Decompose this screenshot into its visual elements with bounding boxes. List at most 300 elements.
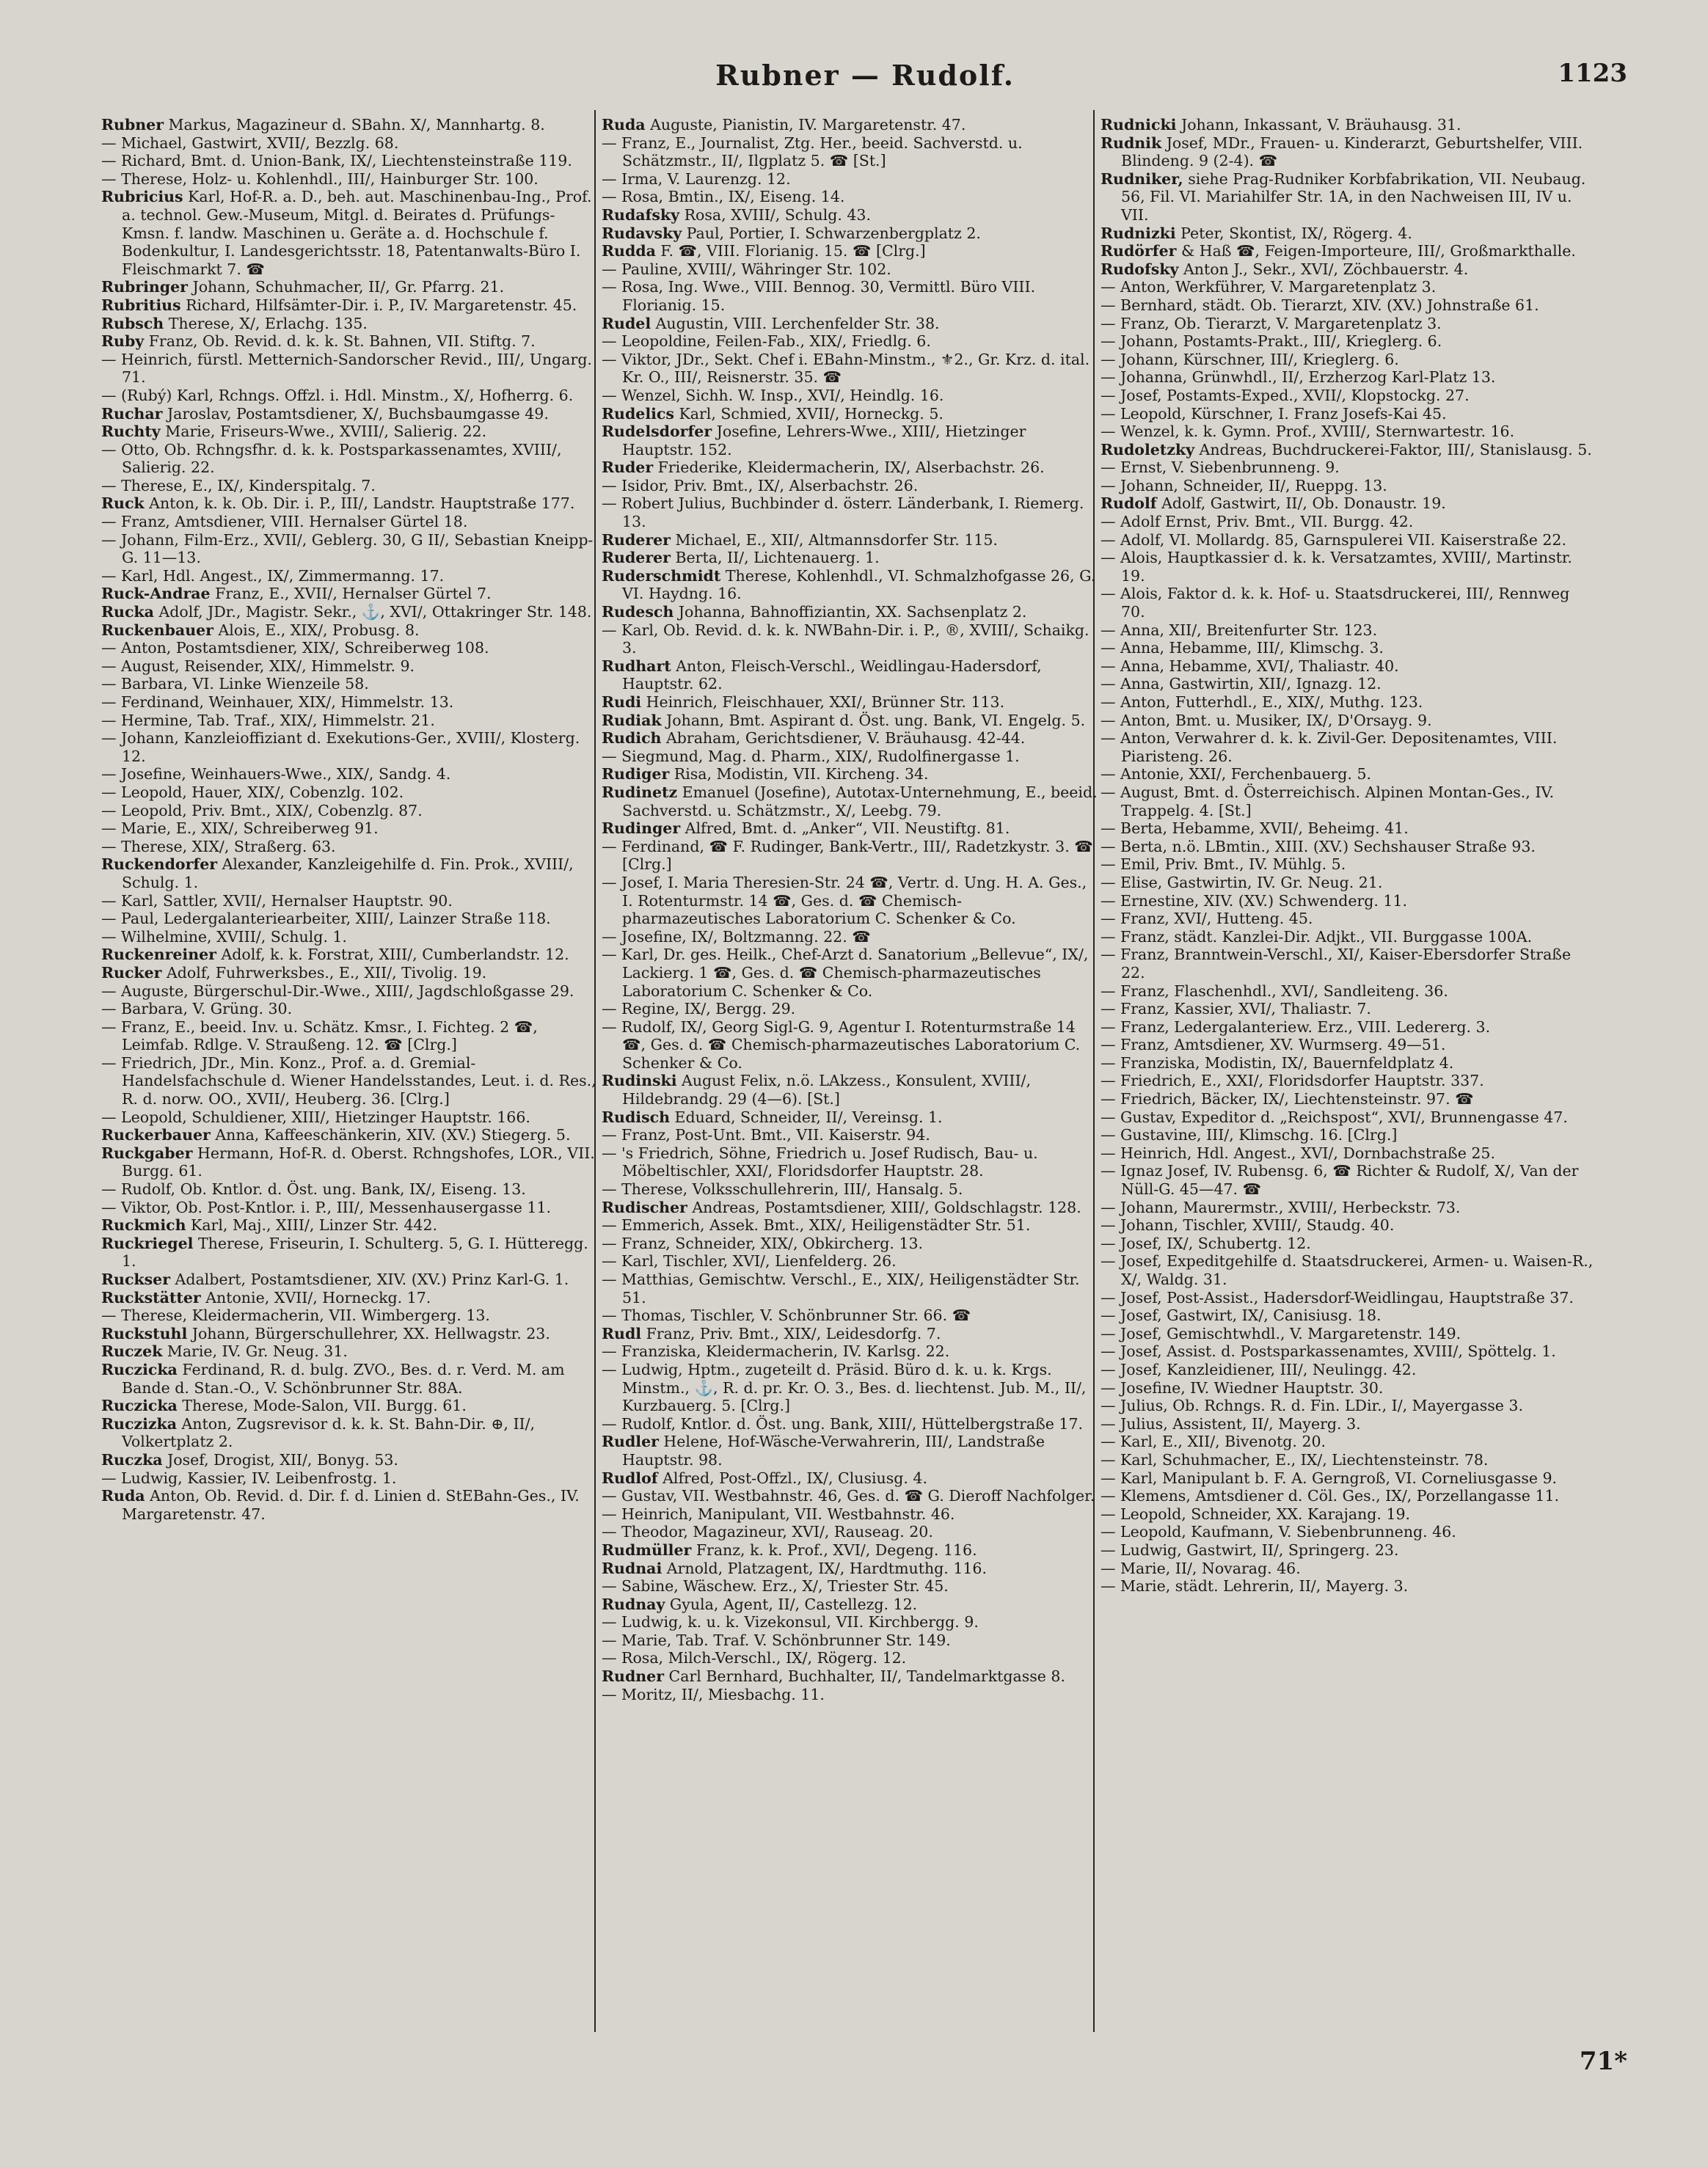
directory-entry	[101, 315, 597, 333]
directory-entry	[1101, 712, 1596, 730]
directory-entry	[1101, 910, 1596, 928]
entry-details: — Ernst, V. Siebenbrunneng. 9.	[1101, 458, 1340, 477]
entry-details: — Rosa, Ing. Wwe., VIII. Bennog. 30, Vermittl. Büro VIII. Florianig. 15.	[602, 278, 1036, 314]
directory-entry	[602, 1180, 1098, 1199]
directory-entry	[602, 783, 1098, 819]
entry-surname: Ruderschmidt	[602, 566, 721, 585]
entry-details: Andreas, Postamtsdiener, XIII/, Goldschlagstr. 128.	[687, 1198, 1081, 1216]
entry-details: Paul, Portier, I. Schwarzenbergplatz 2.	[682, 224, 981, 242]
entry-surname: Ruckstätter	[101, 1288, 201, 1307]
entry-details: Franz, E., XVII/, Hernalser Gürtel 7.	[210, 585, 492, 603]
directory-entry	[101, 1451, 597, 1469]
entry-details: Anton, k. k. Ob. Dir. i. P., III/, Landstr. Hauptstraße 177.	[144, 494, 575, 513]
directory-entry	[1101, 423, 1596, 441]
entry-details: — August, Reisender, XIX/, Himmelstr. 9.	[101, 657, 415, 675]
entry-details: — Josef, Postamts-Exped., XVII/, Klopstockg. 27.	[1101, 386, 1470, 404]
directory-entry	[602, 1505, 1098, 1524]
entry-details: — Therese, E., IX/, Kinderspitalg. 7.	[101, 476, 376, 494]
directory-entry	[602, 170, 1098, 189]
entry-details: — Gustav, Expeditor d. „Reichspost“, XVI/, Brunnengasse 47.	[1101, 1108, 1568, 1126]
entry-details: — Marie, E., XIX/, Schreiberweg 91.	[101, 819, 379, 838]
entry-surname: Ruckriegel	[101, 1234, 194, 1252]
directory-entry	[101, 693, 597, 712]
entry-details: Anton, Ob. Revid. d. Dir. f. d. Linien d. StEBahn-Ges., IV. Margaretenstr. 47.	[122, 1487, 580, 1523]
directory-entry	[1101, 1560, 1596, 1578]
directory-entry	[1101, 1216, 1596, 1235]
entry-surname: Rudniker,	[1101, 169, 1183, 188]
entry-details: Ferdinand, R. d. bulg. ZVO., Bes. d. r. Verd. M. am Bande d. Stan.-O., V. Schönbrunner Str. 88A.	[122, 1360, 565, 1397]
directory-entry	[101, 1397, 597, 1415]
directory-entry	[101, 675, 597, 693]
entry-details: — Franz, E., Journalist, Ztg. Her., beeid. Sachverstd. u. Schätzmstr., II/, Ilgplatz 5. ☎ [St.]	[602, 134, 1023, 170]
directory-entry	[1101, 675, 1596, 693]
entry-surname: Rudler	[602, 1433, 659, 1451]
entry-details: — Friedrich, JDr., Min. Konz., Prof. a. d. Gremial-Handelsfachschule d. Wiener Handelsstandes, Leut. i. d. Res., R. d. norw. OO., XVII/, Heuberg. 36. [Clrg.]	[101, 1053, 596, 1108]
entry-details: — Franziska, Kleidermacherin, IV. Karlsg. 22.	[602, 1342, 950, 1361]
directory-entry	[101, 351, 597, 387]
entry-surname: Ruckgaber	[101, 1144, 193, 1162]
entry-details: — Anna, Hebamme, XVI/, Thaliastr. 40.	[1101, 657, 1399, 675]
directory-entry	[101, 278, 597, 296]
entry-details: — Anton, Postamtsdiener, XIX/, Schreiberweg 108.	[101, 639, 489, 657]
directory-entry	[1101, 1523, 1596, 1541]
entry-surname: Rudisch	[602, 1108, 670, 1126]
entry-surname: Rubricius	[101, 188, 183, 206]
directory-entry	[101, 657, 597, 676]
directory-entry	[101, 296, 597, 315]
directory-entry	[101, 1361, 597, 1397]
entry-details: — Julius, Assistent, II/, Mayerg. 3.	[1101, 1414, 1361, 1433]
entry-details: — Emil, Priv. Bmt., IV. Mühlg. 5.	[1101, 855, 1346, 874]
column-left	[101, 116, 597, 1523]
entry-details: Markus, Magazineur d. SBahn. X/, Mannhartg. 8.	[164, 116, 545, 134]
directory-entry	[101, 423, 597, 441]
directory-entry	[602, 116, 1098, 134]
entry-details: Alois, E., XIX/, Probusg. 8.	[213, 621, 420, 639]
entry-details: — Sabine, Wäschew. Erz., X/, Triester Str. 45.	[602, 1577, 949, 1596]
directory-entry	[602, 1560, 1098, 1578]
entry-details: — Johann, Kürschner, III/, Krieglerg. 6.	[1101, 350, 1399, 368]
entry-details: — Karl, Hdl. Angest., IX/, Zimmermanng. 17.	[101, 566, 445, 585]
directory-entry	[602, 549, 1098, 567]
directory-entry	[602, 928, 1098, 946]
entry-surname: Rudelics	[602, 404, 674, 423]
directory-entry	[101, 621, 597, 640]
entry-details: — Josefine, Weinhauers-Wwe., XIX/, Sandg. 4.	[101, 765, 451, 783]
directory-entry	[101, 1216, 597, 1235]
directory-entry	[101, 982, 597, 1001]
entry-details: — Therese, XIX/, Straßerg. 63.	[101, 837, 336, 855]
directory-entry	[602, 1523, 1098, 1541]
directory-entry	[1101, 332, 1596, 351]
entry-details: — Karl, Ob. Revid. d. k. k. NWBahn-Dir. i. P., ®, XVIII/, Schaikg. 3.	[602, 621, 1090, 657]
directory-entry	[101, 729, 597, 765]
directory-entry	[101, 1199, 597, 1217]
entry-details: — Karl, E., XII/, Bivenotg. 20.	[1101, 1433, 1326, 1451]
directory-entry	[101, 405, 597, 423]
entry-details: Alfred, Bmt. d. „Anker“, VII. Neustiftg. 81.	[680, 819, 1010, 838]
entry-surname: Ruczek	[101, 1342, 163, 1361]
entry-surname: Rudmüller	[602, 1541, 692, 1559]
entry-details: — Viktor, JDr., Sekt. Chef i. EBahn-Minstm., ⚜2., Gr. Krz. d. ital. Kr. O., III/, Reisnerstr. 35. ☎	[602, 350, 1090, 387]
directory-entry	[602, 423, 1098, 458]
directory-entry	[101, 1144, 597, 1180]
directory-entry	[602, 1307, 1098, 1325]
column-right	[1101, 116, 1596, 1596]
directory-entry	[1101, 513, 1596, 531]
directory-entry	[602, 531, 1098, 549]
directory-entry	[1101, 621, 1596, 640]
directory-entry	[1101, 693, 1596, 712]
entry-details: F. ☎, VIII. Florianig. 15. ☎ [Clrg.]	[655, 242, 926, 260]
entry-details: Adalbert, Postamtsdiener, XIV. (XV.) Prinz Karl-G. 1.	[170, 1271, 569, 1288]
directory-entry	[1101, 1541, 1596, 1560]
directory-entry	[101, 1469, 597, 1488]
entry-details: — Rudolf, Kntlor. d. Öst. ung. Bank, XIII/, Hüttelbergstraße 17.	[602, 1414, 1084, 1433]
entry-details: — Heinrich, Manipulant, VII. Westbahnstr. 46.	[602, 1505, 955, 1523]
directory-entry	[1101, 783, 1596, 819]
entry-details: — Johann, Postamts-Prakt., III/, Krieglerg. 6.	[1101, 332, 1442, 351]
entry-details: siehe Prag-Rudniker Korbfabrikation, VII. Neubaug. 56, Fil. VI. Mariahilfer Str. 1A, in den Nachweisen III, IV u. VII.	[1121, 169, 1586, 224]
entry-surname: Rudoletzky	[1101, 440, 1195, 458]
directory-entry	[101, 1487, 597, 1523]
directory-entry	[602, 278, 1098, 314]
entry-details: — Adolf Ernst, Priv. Bmt., VII. Burgg. 42.	[1101, 513, 1414, 531]
directory-entry	[602, 1596, 1098, 1614]
directory-entry	[1101, 1289, 1596, 1307]
entry-details: — Theodor, Magazineur, XVI/, Rauseag. 20.	[602, 1523, 933, 1541]
entry-details: — Rudolf, IX/, Georg Sigl-G. 9, Agentur I. Rotenturmstraße 14 ☎, Ges. d. ☎ Chemisch-pharmazeutisches Laboratorium C. Schenker & Co.	[602, 1017, 1081, 1072]
directory-entry	[1101, 1036, 1596, 1054]
directory-entry	[602, 387, 1098, 405]
entry-details: Karl, Hof-R. a. D., beh. aut. Maschinenbau-Ing., Prof. a. technol. Gew.-Museum, Mitgl. d. Beirates d. Prüfungs-Kmsn. f. landw. Maschinen u. Geräte a. d. Hochschule f. Bodenkultur, I. Landesgerichtsstr. 18, Patentanwalts-Büro I. Fleischmarkt 7. ☎	[122, 188, 592, 278]
entry-surname: Rudesch	[602, 603, 674, 621]
directory-entry	[1101, 458, 1596, 477]
directory-entry	[602, 1325, 1098, 1343]
directory-entry	[602, 1361, 1098, 1415]
entry-surname: Rudel	[602, 314, 652, 332]
directory-entry	[1101, 405, 1596, 423]
entry-surname: Rubner	[101, 116, 164, 134]
entry-details: — Friedrich, E., XXI/, Floridsdorfer Hauptstr. 337.	[1101, 1072, 1484, 1090]
directory-entry	[602, 729, 1098, 748]
directory-entry	[101, 1108, 597, 1127]
entry-details: — Johann, Film-Erz., XVII/, Geblerg. 30, G II/, Sebastian Kneipp-G. 11—13.	[101, 530, 594, 567]
entry-details: — Karl, Dr. ges. Heilk., Chef-Arzt d. Sanatorium „Bellevue“, IX/, Lackierg. 1 ☎, Ges. d. ☎ Chemisch-pharmazeutisches Laboratorium C. Schenker & Co.	[602, 946, 1089, 1000]
entry-surname: Ruderer	[602, 530, 671, 549]
entry-surname: Rudnai	[602, 1559, 663, 1577]
directory-entry	[1101, 1235, 1596, 1253]
entry-surname: Ruczka	[101, 1450, 163, 1469]
entry-details: — Ludwig, Hptm., zugeteilt d. Präsid. Büro d. k. u. k. Krgs. Minstm., ⚓, R. d. pr. Kr. O. 3., Bes. d. liechtenst. Jub. M., II/, Kurzbauerg. 5. [Clrg.]	[602, 1360, 1087, 1415]
entry-details: Johann, Schuhmacher, II/, Gr. Pfarrg. 21.	[187, 278, 505, 296]
entry-details: — Anna, Hebamme, III/, Klimschg. 3.	[1101, 639, 1384, 657]
entry-details: — Therese, Kleidermacherin, VII. Wimbergerg. 13.	[101, 1307, 490, 1325]
page-header	[95, 59, 1635, 103]
entry-details: Adolf, Fuhrwerksbes., E., XII/, Tivolig. 19.	[161, 963, 487, 982]
entry-surname: Ruczizka	[101, 1414, 177, 1433]
entry-details: — Franziska, Modistin, IX/, Bauernfeldplatz 4.	[1101, 1053, 1454, 1072]
directory-entry	[602, 1216, 1098, 1235]
directory-entry	[101, 819, 597, 838]
directory-entry	[1101, 260, 1596, 279]
directory-entry	[1101, 242, 1596, 260]
directory-entry	[602, 1667, 1098, 1686]
directory-entry	[101, 1271, 597, 1289]
entry-details: — Marie, städt. Lehrerin, II/, Mayerg. 3.	[1101, 1577, 1409, 1596]
directory-entry	[1101, 1505, 1596, 1524]
directory-entry	[101, 1126, 597, 1144]
directory-entry	[1101, 819, 1596, 838]
directory-entry	[1101, 838, 1596, 856]
entry-details: — Ludwig, Gastwirt, II/, Springerg. 23.	[1101, 1541, 1399, 1559]
entry-details: — Ignaz Josef, IV. Rubensg. 6, ☎ Richter & Rudolf, X/, Van der Nüll-G. 45—47. ☎	[1101, 1162, 1579, 1199]
directory-entry	[1101, 855, 1596, 874]
entry-surname: Rubsch	[101, 314, 164, 332]
directory-entry	[1101, 351, 1596, 369]
directory-entry	[101, 855, 597, 891]
entry-details: Adolf, k. k. Forstrat, XIII/, Cumberlandstr. 12.	[216, 946, 569, 964]
entry-details: Marie, Friseurs-Wwe., XVIII/, Salierig. 22.	[160, 423, 487, 441]
entry-details: Johann, Bürgerschullehrer, XX. Hellwagstr. 23.	[187, 1324, 550, 1342]
entry-surname: Ruderer	[602, 549, 671, 567]
entry-details: Richard, Hilfsämter-Dir. i. P., IV. Margaretenstr. 45.	[180, 296, 577, 314]
entry-details: Anton J., Sekr., XVI/, Zöchbauerstr. 4.	[1178, 260, 1469, 278]
directory-entry	[1101, 531, 1596, 549]
entry-details: Arnold, Platzagent, IX/, Hardtmuthg. 116.	[662, 1559, 987, 1577]
entry-details: & Haß ☎, Feigen-Importeure, III/, Großmarkthalle.	[1176, 242, 1576, 260]
entry-details: — Josef, Expeditgehilfe d. Staatsdruckerei, Armen- u. Waisen-R., X/, Waldg. 31.	[1101, 1252, 1594, 1288]
entry-surname: Ruchty	[101, 423, 161, 441]
directory-entry	[101, 765, 597, 783]
entry-details: — Berta, Hebamme, XVII/, Beheimg. 41.	[1101, 819, 1409, 838]
entry-details: — Heinrich, Hdl. Angest., XVI/, Dornbachstraße 25.	[1101, 1144, 1495, 1162]
directory-entry	[1101, 982, 1596, 1001]
directory-entry	[101, 332, 597, 351]
directory-entry	[602, 693, 1098, 712]
entry-surname: Ruczicka	[101, 1360, 178, 1378]
entry-details: Johann, Inkassant, V. Bräuhausg. 31.	[1176, 116, 1461, 134]
entry-details: — (Rubý) Karl, Rchngs. Offzl. i. Hdl. Minstm., X/, Hofherrg. 6.	[101, 386, 574, 404]
directory-entry	[602, 657, 1098, 693]
entry-details: — Josef, Assist. d. Postsparkassenamtes, XVIII/, Spöttelg. 1.	[1101, 1342, 1556, 1361]
directory-entry	[1101, 549, 1596, 585]
directory-entry	[602, 838, 1098, 874]
entry-details: August Felix, n.ö. LAkzess., Konsulent, XVIII/, Hildebrandg. 29 (4—6). [St.]	[622, 1072, 1031, 1108]
entry-surname: Rudischer	[602, 1198, 687, 1216]
directory-entry	[1101, 1379, 1596, 1397]
directory-entry	[602, 712, 1098, 730]
directory-entry	[602, 1252, 1098, 1271]
entry-details: Peter, Skontist, IX/, Rögerg. 4.	[1175, 224, 1412, 242]
directory-entry	[1101, 1487, 1596, 1505]
entry-details: — Ludwig, k. u. k. Vizekonsul, VII. Kirchbergg. 9.	[602, 1613, 979, 1631]
directory-entry	[602, 1577, 1098, 1596]
directory-entry	[1101, 278, 1596, 296]
entry-details: — Anton, Bmt. u. Musiker, IX/, D'Orsayg. 9.	[1101, 711, 1432, 729]
directory-entry	[1101, 765, 1596, 783]
directory-entry	[101, 1307, 597, 1325]
entry-surname: Rudnizki	[1101, 224, 1176, 242]
directory-entry	[101, 783, 597, 802]
directory-entry	[602, 1000, 1098, 1018]
directory-entry	[1101, 1054, 1596, 1072]
entry-details: Gyula, Agent, II/, Castellezg. 12.	[665, 1595, 918, 1613]
directory-entry	[602, 567, 1098, 603]
entry-details: — Isidor, Priv. Bmt., IX/, Alserbachstr. 26.	[602, 476, 919, 494]
entry-surname: Rudinetz	[602, 783, 678, 801]
directory-entry	[101, 494, 597, 513]
directory-entry	[602, 603, 1098, 621]
entry-details: — Johann, Maurermstr., XVIII/, Herbeckstr. 73.	[1101, 1198, 1461, 1216]
entry-details: Josefine, Lehrers-Wwe., XIII/, Hietzinger Hauptstr. 152.	[622, 423, 1026, 458]
directory-entry	[1101, 1144, 1596, 1163]
directory-entry	[602, 819, 1098, 838]
directory-entry	[602, 1199, 1098, 1217]
entry-details: — Wenzel, k. k. Gymn. Prof., XVIII/, Sternwartestr. 16.	[1101, 423, 1515, 441]
directory-entry	[1101, 1469, 1596, 1488]
entry-details: Auguste, Pianistin, IV. Margaretenstr. 47.	[645, 116, 966, 134]
directory-entry	[1101, 1090, 1596, 1108]
entry-details: — Rosa, Bmtin., IX/, Eiseng. 14.	[602, 188, 845, 206]
entry-surname: Ruby	[101, 332, 145, 351]
directory-entry	[101, 1289, 597, 1307]
entry-details: — Rosa, Milch-Verschl., IX/, Rögerg. 12.	[602, 1649, 907, 1667]
directory-entry	[1101, 1415, 1596, 1433]
entry-details: Josef, Drogist, XII/, Bonyg. 53.	[162, 1450, 398, 1469]
entry-surname: Ruckmich	[101, 1216, 186, 1235]
entry-details: — August, Bmt. d. Österreichisch. Alpinen Montan-Ges., IV. Trappelg. 4. [St.]	[1101, 783, 1555, 819]
directory-entry	[602, 1433, 1098, 1469]
entry-surname: Rudlof	[602, 1469, 658, 1487]
entry-details: — Moritz, II/, Miesbachg. 11.	[602, 1685, 825, 1703]
entry-details: — Ferdinand, ☎ F. Rudinger, Bank-Vertr., III/, Radetzkystr. 3. ☎ [Clrg.]	[602, 837, 1093, 874]
directory-entry	[1101, 1072, 1596, 1090]
entry-surname: Ruckenreiner	[101, 946, 216, 964]
entry-details: Anton, Fleisch-Verschl., Weidlingau-Hadersdorf, Hauptstr. 62.	[622, 657, 1042, 693]
entry-details: — Emmerich, Assek. Bmt., XIX/, Heiligenstädter Str. 51.	[602, 1216, 1031, 1235]
directory-entry	[602, 1469, 1098, 1488]
entry-surname: Rudnay	[602, 1595, 665, 1613]
directory-entry	[602, 946, 1098, 1000]
directory-entry	[1101, 657, 1596, 676]
entry-surname: Ruck-Andrae	[101, 585, 211, 603]
entry-details: — Marie, II/, Novarag. 46.	[1101, 1559, 1301, 1577]
entry-surname: Rudner	[602, 1667, 665, 1686]
directory-entry	[1101, 639, 1596, 657]
directory-entry	[1101, 946, 1596, 982]
directory-entry	[101, 116, 597, 134]
sheet-signature: 71*	[1579, 2047, 1627, 2076]
directory-entry	[101, 1018, 597, 1054]
directory-entry	[101, 513, 597, 531]
entry-details: — Elise, Gastwirtin, IV. Gr. Neug. 21.	[1101, 873, 1383, 891]
entry-details: — Franz, Post-Unt. Bmt., VII. Kaiserstr. 94.	[602, 1126, 930, 1144]
directory-entry	[1101, 892, 1596, 910]
entry-surname: Ruchar	[101, 404, 163, 423]
directory-entry	[1101, 387, 1596, 405]
directory-entry	[602, 621, 1098, 657]
entry-details: — Karl, Sattler, XVII/, Hernalser Hauptstr. 90.	[101, 891, 453, 910]
entry-details: — Johanna, Grünwhdl., II/, Erzherzog Karl-Platz 13.	[1101, 368, 1496, 387]
entry-surname: Rudda	[602, 242, 656, 260]
directory-entry	[101, 531, 597, 567]
directory-entry	[602, 206, 1098, 224]
directory-entry	[101, 1235, 597, 1271]
directory-entry	[602, 1271, 1098, 1307]
entry-details: — Marie, Tab. Traf. V. Schönbrunner Str. 149.	[602, 1631, 951, 1649]
entry-details: — Leopoldine, Feilen-Fab., XIX/, Friedlg. 6.	[602, 332, 931, 351]
directory-entry	[602, 1541, 1098, 1560]
entry-details: — Franz, Ledergalanteriew. Erz., VIII. Ledererg. 3.	[1101, 1017, 1491, 1036]
entry-surname: Rudinski	[602, 1072, 677, 1090]
directory-entry	[602, 1487, 1098, 1505]
directory-entry	[101, 928, 597, 946]
entry-surname: Rudelsdorfer	[602, 423, 712, 441]
entry-details: Jaroslav, Postamtsdiener, X/, Buchsbaumgasse 49.	[162, 404, 549, 423]
directory-entry	[101, 712, 597, 730]
entry-details: — Karl, Schuhmacher, E., IX/, Liechtensteinstr. 78.	[1101, 1450, 1489, 1469]
directory-entry	[602, 188, 1098, 206]
entry-details: Franz, k. k. Prof., XVI/, Degeng. 116.	[691, 1541, 977, 1559]
entry-details: Therese, Kohlenhdl., VI. Schmalzhofgasse 26, G. VI. Haydng. 16.	[622, 566, 1096, 603]
entry-details: — Franz, Amtsdiener, VIII. Hernalser Gürtel 18.	[101, 513, 468, 531]
entry-details: Emanuel (Josefine), Autotax-Unternehmung, E., beeid. Sachverstd. u. Schätzmstr., X/, Leebg. 79.	[622, 783, 1098, 819]
directory-entry	[602, 315, 1098, 333]
entry-details: Johanna, Bahnoffiziantin, XX. Sachsenplatz 2.	[674, 603, 1027, 621]
entry-details: — Wenzel, Sichh. W. Insp., XVI/, Heindlg. 16.	[602, 386, 944, 404]
entry-details: Josef, MDr., Frauen- u. Kinderarzt, Geburtshelfer, VIII. Blindeng. 9 (2-4). ☎	[1121, 134, 1583, 170]
entry-surname: Ruckerbauer	[101, 1126, 211, 1144]
directory-entry	[602, 405, 1098, 423]
entry-details: — Josefine, IV. Wiedner Hauptstr. 30.	[1101, 1378, 1384, 1397]
entry-surname: Rubringer	[101, 278, 188, 296]
entry-details: — Anton, Werkführer, V. Margaretenplatz 3.	[1101, 278, 1437, 296]
entry-surname: Rudavsky	[602, 224, 682, 242]
entry-details: Karl, Maj., XIII/, Linzer Str. 442.	[186, 1216, 438, 1235]
entry-details: — Josef, I. Maria Theresien-Str. 24 ☎, Vertr. d. Ung. H. A. Ges., I. Rotenturmstr. 14 ☎, Ges. d. ☎ Chemisch-pharmazeutisches Laboratorium C. Schenker & Co.	[602, 873, 1087, 928]
entry-details: Anton, Zugsrevisor d. k. k. St. Bahn-Dir. ⊕, II/, Volkertplatz 2.	[122, 1414, 536, 1451]
directory-entry	[1101, 1325, 1596, 1343]
entry-surname: Ruda	[101, 1487, 145, 1505]
directory-entry	[602, 351, 1098, 387]
directory-entry	[602, 494, 1098, 530]
entry-details: Therese, Friseurin, I. Schulterg. 5, G. I. Hütteregg. 1.	[122, 1234, 588, 1271]
directory-entry	[1101, 1397, 1596, 1415]
directory-entry	[101, 603, 597, 621]
directory-entry	[602, 1342, 1098, 1361]
entry-details: — Josef, IX/, Schubertg. 12.	[1101, 1234, 1311, 1252]
entry-details: — Josef, Gastwirt, IX/, Canisiusg. 18.	[1101, 1307, 1382, 1325]
directory-entry	[602, 224, 1098, 243]
directory-entry	[101, 1054, 597, 1108]
column-middle	[602, 116, 1098, 1703]
entry-details: Heinrich, Fleischhauer, XXI/, Brünner Str. 113.	[641, 693, 1005, 711]
directory-entry	[1101, 1108, 1596, 1127]
entry-surname: Rudinger	[602, 819, 681, 838]
entry-surname: Rucker	[101, 963, 162, 982]
entry-surname: Ruckstuhl	[101, 1324, 188, 1342]
directory-entry	[1101, 134, 1596, 170]
entry-details: — Berta, n.ö. LBmtin., XIII. (XV.) Sechshauser Straße 93.	[1101, 837, 1536, 855]
entry-details: Anna, Kaffeeschänkerin, XIV. (XV.) Stiegerg. 5.	[210, 1126, 571, 1144]
entry-details: Augustin, VIII. Lerchenfelder Str. 38.	[651, 314, 940, 332]
directory-entry	[1101, 296, 1596, 315]
directory-entry	[602, 242, 1098, 260]
entry-details: Alexander, Kanzleigehilfe d. Fin. Prok., XVIII/, Schulg. 1.	[122, 855, 574, 891]
entry-details: Therese, X/, Erlachg. 135.	[164, 314, 368, 332]
page-number: 1123	[1558, 59, 1627, 88]
